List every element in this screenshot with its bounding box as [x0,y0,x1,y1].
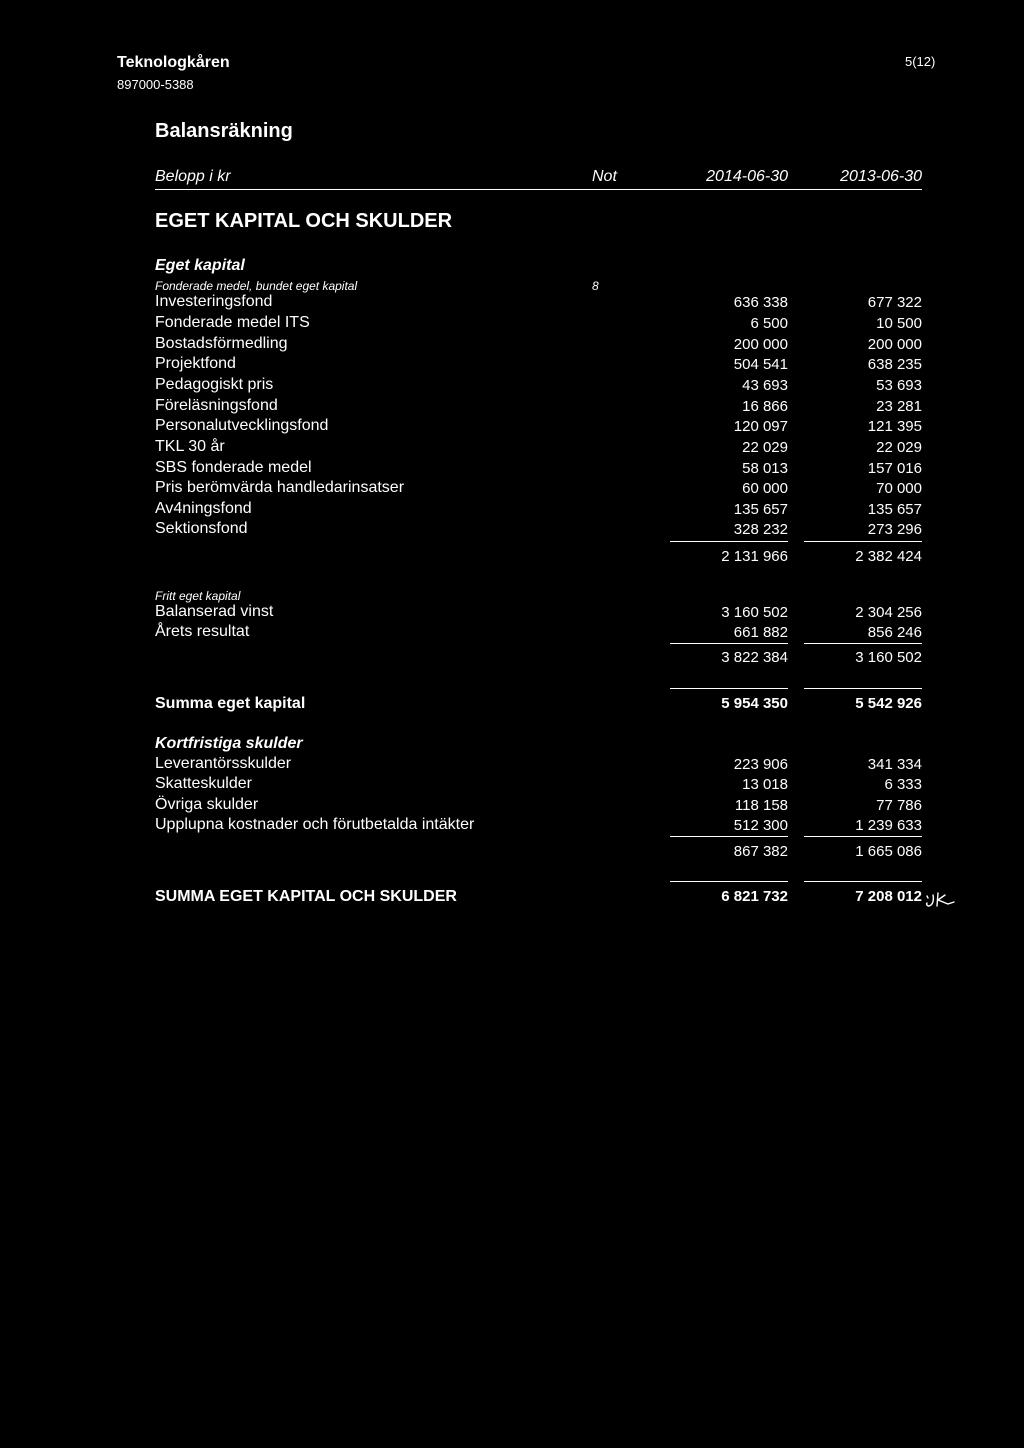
fonderade-medel-subheading: Fonderade medel, bundet eget kapital [155,279,358,293]
row-value-2013: 341 334 [867,756,922,773]
row-value-2013: 638 235 [867,356,922,373]
fonderade-subtotal-2014: 2 131 966 [721,548,788,565]
grand-total-rule [670,881,788,882]
column-header-note: Not [592,168,617,185]
row-value-2013: 23 281 [876,398,922,415]
row-value-2014: 661 882 [733,624,788,641]
row-label: Av4ningsfond [155,500,252,517]
row-label: Föreläsningsfond [155,397,278,414]
row-value-2014: 636 338 [733,294,788,311]
row-label: TKL 30 år [155,438,225,455]
row-value-2013: 70 000 [876,480,922,497]
column-header-2013: 2013-06-30 [840,168,922,185]
row-value-2013: 2 304 256 [855,604,922,621]
subtotal-rule [804,643,922,644]
row-value-2013: 22 029 [876,439,922,456]
row-label: Fonderade medel ITS [155,314,310,331]
row-label: Bostadsförmedling [155,335,288,352]
organization-number: 897000-5388 [117,77,194,92]
kortfristiga-subtotal-2013: 1 665 086 [855,843,922,860]
row-value-2014: 60 000 [742,480,788,497]
row-value-2014: 16 866 [742,398,788,415]
row-value-2014: 13 018 [742,776,788,793]
subtotal-rule [804,541,922,542]
organization-name: Teknologkåren [117,54,230,71]
summa-total-label: SUMMA EGET KAPITAL OCH SKULDER [155,888,457,905]
section-title: EGET KAPITAL OCH SKULDER [155,210,453,232]
fritt-eget-kapital-heading: Fritt eget kapital [155,589,241,603]
row-label: Sektionsfond [155,520,248,537]
row-value-2014: 512 300 [733,817,788,834]
row-value-2013: 53 693 [876,377,922,394]
row-value-2014: 118 158 [734,797,788,814]
summa-eget-kapital-2014: 5 954 350 [721,695,788,712]
row-value-2013: 1 239 633 [855,817,922,834]
fonderade-subtotal-2013: 2 382 424 [855,548,922,565]
row-value-2014: 223 906 [733,756,788,773]
subtotal-rule [670,541,788,542]
summa-total-2014: 6 821 732 [721,888,788,905]
row-value-2014: 22 029 [742,439,788,456]
row-value-2013: 677 322 [867,294,922,311]
row-value-2013: 157 016 [867,460,922,477]
row-label: Upplupna kostnader och förutbetalda intäkter [155,816,475,833]
grand-total-rule [804,881,922,882]
row-value-2013: 135 657 [867,501,922,518]
row-value-2013: 77 786 [876,797,922,814]
row-value-2013: 6 333 [884,776,922,793]
total-rule [670,688,788,689]
column-header-2014: 2014-06-30 [706,168,788,185]
eget-kapital-heading: Eget kapital [155,257,245,274]
row-label: Leverantörsskulder [155,755,292,772]
row-value-2014: 3 160 502 [721,604,788,621]
row-label: Pris berömvärda handledarinsatser [155,479,405,496]
row-label: SBS fonderade medel [155,459,312,476]
row-value-2014: 6 500 [750,315,788,332]
summa-eget-kapital-2013: 5 542 926 [855,695,922,712]
row-value-2014: 200 000 [733,336,788,353]
row-value-2013: 121 395 [867,418,922,435]
subtotal-rule [670,643,788,644]
row-value-2014: 120 097 [733,418,788,435]
handwritten-initials [923,890,957,914]
row-value-2014: 328 232 [733,521,788,538]
row-label: Skatteskulder [155,775,252,792]
kortfristiga-skulder-heading: Kortfristiga skulder [155,735,303,752]
row-label: Personalutvecklingsfond [155,417,329,434]
summa-eget-kapital-label: Summa eget kapital [155,695,306,712]
row-label: Pedagogiskt pris [155,376,274,393]
row-value-2014: 504 541 [733,356,788,373]
column-header-amount: Belopp i kr [155,168,231,185]
note-reference: 8 [592,279,599,293]
page-number: 5(12) [905,54,936,69]
row-value-2013: 10 500 [876,315,922,332]
fritt-subtotal-2014: 3 822 384 [721,649,788,666]
subtotal-rule [804,836,922,837]
subtotal-rule [670,836,788,837]
row-label: Balanserad vinst [155,603,274,620]
summa-total-2013: 7 208 012 [855,888,922,905]
row-value-2013: 273 296 [867,521,922,538]
row-label: Årets resultat [155,623,250,640]
kortfristiga-subtotal-2014: 867 382 [733,843,788,860]
row-value-2013: 200 000 [867,336,922,353]
row-value-2014: 58 013 [742,460,788,477]
row-value-2014: 43 693 [742,377,788,394]
row-label: Projektfond [155,355,236,372]
header-divider [155,189,922,190]
document-title: Balansräkning [155,120,293,142]
fritt-subtotal-2013: 3 160 502 [855,649,922,666]
row-value-2014: 135 657 [733,501,788,518]
row-label: Övriga skulder [155,796,259,813]
total-rule [804,688,922,689]
row-value-2013: 856 246 [867,624,922,641]
row-label: Investeringsfond [155,293,273,310]
